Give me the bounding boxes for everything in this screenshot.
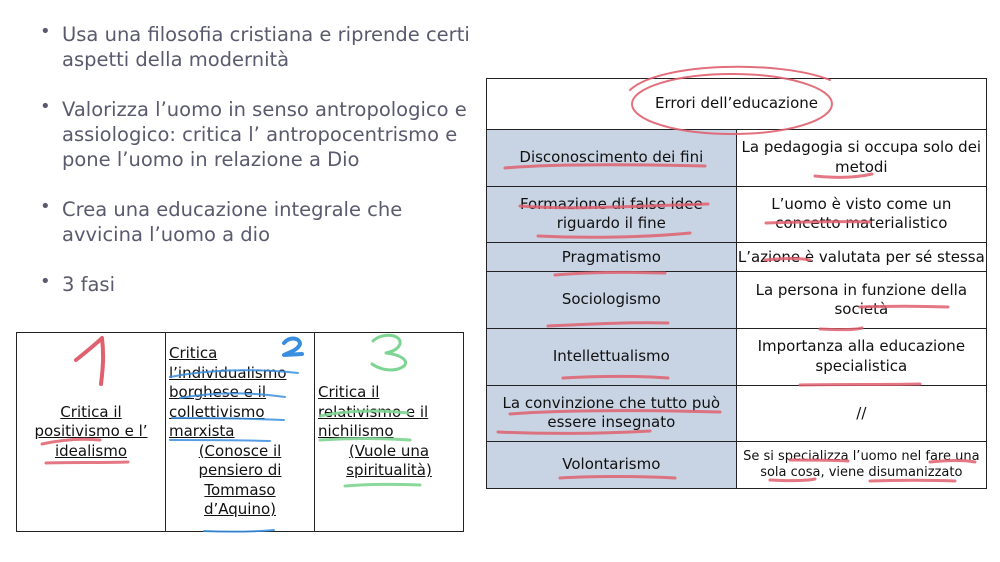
bullet-list	[40, 22, 485, 297]
error-name: Sociologismo	[487, 272, 737, 329]
error-name: La convinzione che tutto può essere insegnato	[487, 385, 737, 442]
phases-table	[16, 332, 464, 532]
error-description: L’azione è valutata per sé stessa	[736, 243, 986, 272]
error-description: L’uomo è visto come un concetto materialistico	[736, 186, 986, 243]
phase-3-text: Critica il relativismo e il nichilismo	[318, 383, 429, 441]
phase-1-cell	[17, 333, 166, 532]
bullet-item: • Crea una educazione integrale che avvicina l’uomo a dio	[40, 197, 485, 247]
error-description: Importanza alla educazione specialistica	[736, 328, 986, 385]
errors-table	[486, 78, 987, 489]
bullet-item: • Usa una filosofia cristiana e riprende certi aspetti della modernità	[40, 22, 485, 72]
phase-2-note: (Conosce il pensiero di Tommaso d’Aquino)	[198, 441, 282, 519]
error-description: La persona in funzione della società	[736, 272, 986, 329]
phase-2-cell	[166, 333, 315, 532]
error-description: //	[736, 385, 986, 442]
error-name: Pragmatismo	[487, 243, 737, 272]
bullet-item: • 3 fasi	[40, 272, 485, 297]
phase-3-cell	[315, 333, 464, 532]
phase-3-note: (Vuole una spiritualità)	[346, 441, 432, 480]
error-name: Disconoscimento dei fini	[487, 130, 737, 187]
error-name: Intellettualismo	[487, 328, 737, 385]
bullet-item: • Valorizza l’uomo in senso antropologico e assiologico: critica l’ antropocentrismo e pone l’uomo in relazione a Dio	[40, 97, 485, 172]
error-description: La pedagogia si occupa solo dei metodi	[736, 130, 986, 187]
error-name: Formazione di false idee riguardo il fine	[487, 186, 737, 243]
phase-2-text: Critica l’individualismo borghese e il collettivismo marxista	[169, 344, 287, 441]
phase-1-text: Critica il positivismo e l’ idealismo	[34, 402, 148, 460]
error-description: Se si specializza l’uomo nel fare una sola cosa, viene disumanizzato	[736, 442, 986, 489]
error-name: Volontarismo	[487, 442, 737, 489]
errors-title: Errori dell’educazione	[487, 79, 987, 130]
